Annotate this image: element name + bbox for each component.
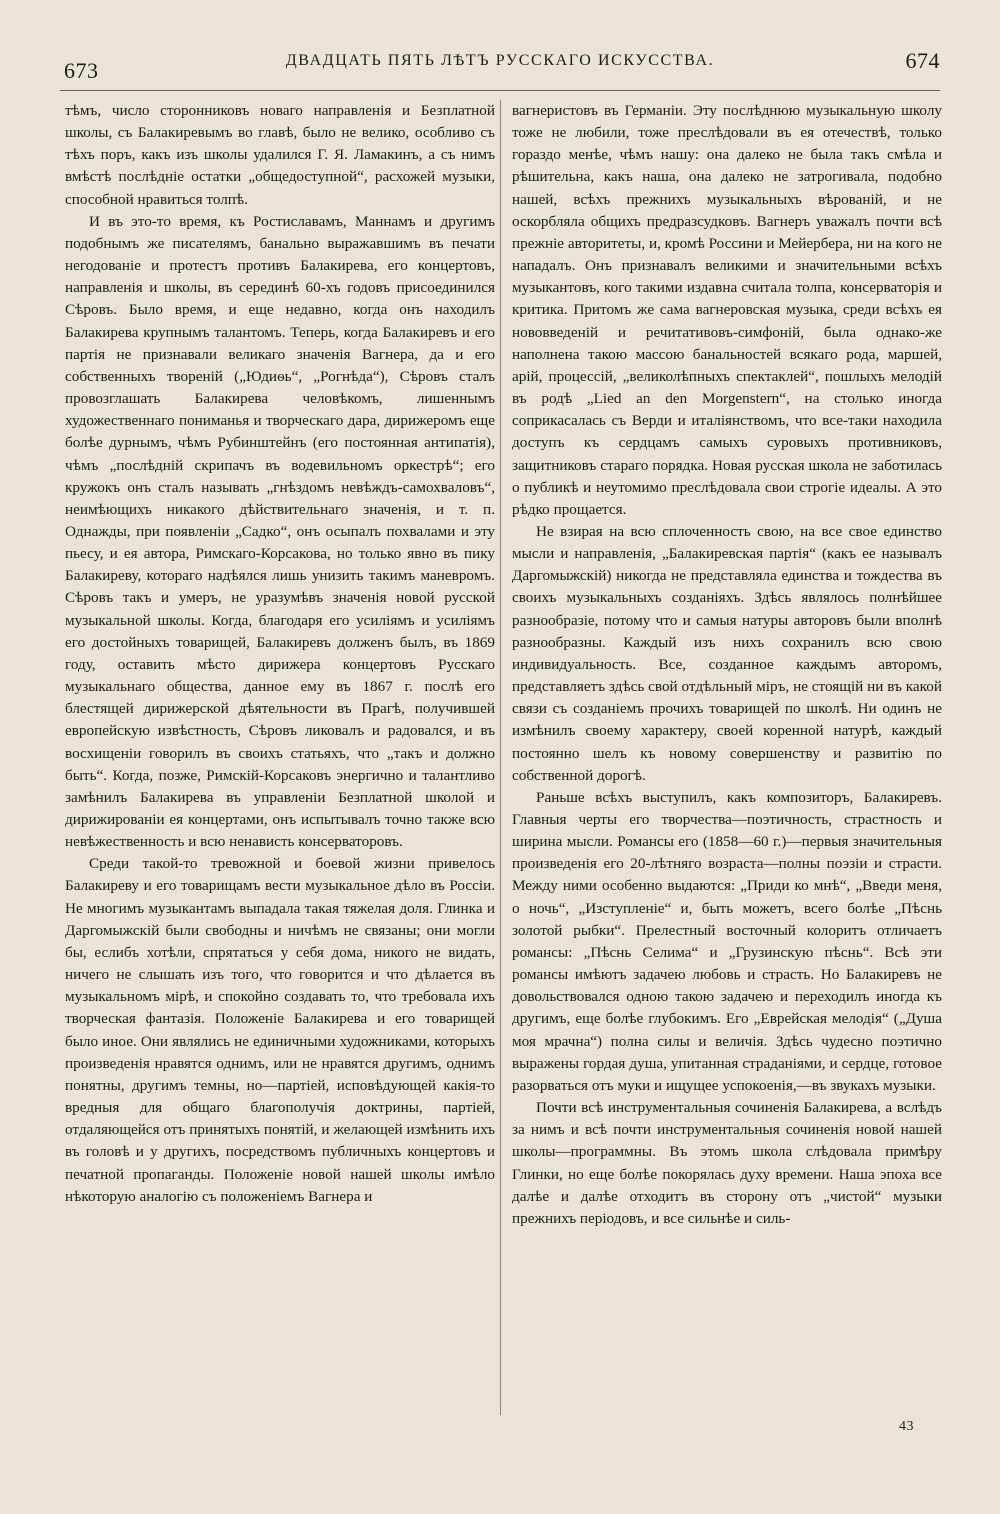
right-paragraph-4: Почти всѣ инструментальныя сочиненія Балакирева, а вслѣдъ за нимъ и всѣ почти инструментальныя сочиненія новой нашей школы—программны. Въ этомъ школа слѣдовала примѣру Глинки, но еще болѣе покорялась духу времени. Наша эпоха все далѣе и далѣе отходитъ въ сторону отъ „чистой“ музыки прежнихъ періодовъ, и все сильнѣе и силь- [512, 1099, 942, 1227]
left-paragraph-2: И въ это-то время, къ Ростиславамъ, Маннамъ и другимъ подобнымъ же писателямъ, банально выражавшимъ въ печати негодованіе и протестъ противъ Балакирева, его концертовъ, направленія и школы, въ серединѣ 60-хъ годовъ присоединился Сѣровъ. Было время, и еще недавно, когда онъ находилъ Балакирева крупнымъ талантомъ. Теперь, когда Балакиревъ и его партія не признавали великаго значенія Вагнера, да и его собственныхъ твореній („Юдиѳь“, „Рогнѣда“), Сѣровъ сталъ провозглашать Балакирева человѣкомъ, лишеннымъ художественнаго пониманья и творческаго дара, дирижеромъ еще болѣе дурнымъ, чѣмъ Рубинштейнъ (его постоянная антипатія), чѣмъ „послѣдній скрипачъ въ водевильномъ оркестрѣ“; его кружокъ онъ сталъ называть „гнѣздомъ невѣждъ-самохваловъ“, неимѣющихъ никакого дѣйствительнаго значенія, и т. п. Однажды, при появленіи „Садко“, онъ осыпалъ похвалами и эту пьесу, и ея автора, Римскаго-Корсакова, но только явно въ пику Балакиреву, котораго надѣялся лишь унизить такимъ маневромъ. Сѣровъ такъ и умеръ, не уразумѣвъ значенія новой русской музыкальной школы. Когда, благодаря его усиліямъ и усиліямъ его достойныхъ товарищей, Балакиревъ долженъ былъ, въ 1869 году, оставить мѣсто дирижера концертовъ Русскаго музыкальнаго общества, данное ему въ 1867 г. послѣ его блестящей дирижерской дѣятельности въ Прагѣ, получившей европейскую извѣстность, Сѣровъ ликовалъ и радовался, и въ восхищеніи говорилъ въ своихъ статьяхъ, что „такъ и должно быть“. Когда, позже, Римскій-Корсаковъ энергично и талантливо замѣнилъ Балакирева въ управленіи Безплатной школой и дирижированіи ея концертами, онъ испытывалъ точно также всю невѣжественность и всю ненависть консерваторовъ. [65, 212, 495, 851]
right-paragraph-2: Не взирая на всю сплоченность свою, на все свое единство мысли и направленія, „Балакиревская партія“ (какъ ее называлъ Даргомыжскій) никогда не представляла единства и тождества въ своихъ музыкальныхъ созданіяхъ. Здѣсь являлось полнѣйшее разнообразіе, потому что и самыя натуры авторовъ были вполнѣ разнообразны. Каждый изъ нихъ сохранилъ всю свою индивидуальность. Все, созданное каждымъ авторомъ, представляетъ здѣсь свой отдѣльный міръ, не стоящій ни въ какой связи съ созданіемъ прочихъ товарищей по школѣ. Ни одинъ не измѣнилъ своему характеру, своей коренной натурѣ, каждый постоянно шелъ къ новому совершенству и развитію по собственной дорогѣ. [512, 522, 942, 784]
running-title: ДВАДЦАТЬ ПЯТЬ ЛѢТЪ РУССКАГО ИСКУССТВА. [285, 52, 715, 69]
right-paragraph-1: вагнеристовъ въ Германіи. Эту послѣднюю музыкальную школу тоже не любили, тоже преслѣдовали въ ея отечествѣ, только гораздо менѣе, чѣмъ нашу: она далеко не была такъ смѣла и рѣшительна, какъ наша, она далеко не затрогивала, подобно нашей, всѣхъ прежнихъ музыкальныхъ вѣрованій, и не оскорбляла общихъ предразсудковъ. Вагнеръ уважалъ почти всѣ прежніе авторитеты, и, кромѣ Россини и Мейербера, ни на кого не нападалъ. Онъ признавалъ великими и значительными всѣхъ музыкантовъ, кого такими издавна считала толпа, консерваторія и критика. Притомъ же сама вагнеровская музыка, среди всѣхъ ея нововведеній и речитативовъ-симфоній, была однако-же наполнена такою массою банальностей всякаго рода, маршей, арій, процессій, „великолѣпныхъ спектаклей“, пошлыхъ мелодій въ родѣ „Lied an den Morgenstern“, на столько иногда соприкасалась съ Верди и италіянствомъ, что все-таки находила доступъ къ сердцамъ самыхъ суровыхъ противниковъ, защитниковъ стараго порядка. Новая русская школа не заботилась о публикѣ и неутомимо преслѣдовала свои строгіе идеалы. А это рѣдко прощается. [512, 102, 942, 518]
page-number-right: 674 [905, 48, 940, 73]
column-divider [500, 100, 501, 1415]
left-paragraph-3: Среди такой-то тревожной и боевой жизни привелось Балакиреву и его товарищамъ вести музыкальное дѣло въ Россіи. Не многимъ музыкантамъ выпадала такая тяжелая доля. Глинка и Даргомыжскій были свободны и ничѣмъ не связаны; они могли бы, еслибъ хотѣли, спрятаться у себя дома, никого не видать, ничего не слышать изъ того, что говорится и что дѣлается въ музыкальномъ мірѣ, и спокойно создавать то, что требовала ихъ творческая фантазія. Положеніе Балакирева и его товарищей было иное. Они являлись не единичными художниками, которыхъ произведенія нравятся однимъ, или не нравятся другимъ, однимъ понятны, другимъ темны, но—партіей, исповѣдующей какія-то вредныя для общаго благополучія доктрины, партіей, отдаляющейся отъ принятыхъ понятій, и желающей измѣнить ихъ въ головѣ и у другихъ, посредствомъ публичныхъ концертовъ и печатной пропаганды. Положеніе новой нашей школы имѣло нѣкоторую аналогію съ положеніемъ Вагнера и [65, 855, 495, 1205]
signature-mark: 43 [899, 1419, 914, 1434]
right-paragraph-3: Раньше всѣхъ выступилъ, какъ композиторъ, Балакиревъ. Главныя черты его творчества—поэтичность, страстность и ширина мысли. Романсы его (1858—60 г.)—первыя значительныя произведенія его 20-лѣтняго возраста—полны поэзіи и страсти. Между ними особенно выдаются: „Приди ко мнѣ“, „Введи меня, о ночь“, „Изступленіе“ и, быть можетъ, всего болѣе „Пѣснь золотой рыбки“. Прелестный восточный колоритъ отличаетъ романсы: „Пѣснь Селима“ и „Грузинскую пѣснь“. Всѣ эти романсы имѣютъ задачею любовь и страсть. Но Балакиревъ не довольствовался одною такою задачею и переходилъ иногда къ другимъ, еще болѣе глубокимъ. Его „Еврейская мелодія“ („Душа моя мрачна“) полна силы и величія. Здѣсь чудесно поэтично выражены гордая душа, упитанная страданіями, и сердце, готовое разорваться отъ муки и ищущее успокоенія,—въ звукахъ музыки. [512, 788, 942, 1094]
left-paragraph-1: тѣмъ, число сторонниковъ новаго направленія и Безплатной школы, съ Балакиревымъ во главѣ, было не велико, особливо съ тѣхъ поръ, какъ изъ школы удалился Г. Я. Ламакинъ, а съ нимъ вмѣстѣ послѣдніе остатки „общедоступной“, расхожей музыки, способной нравиться толпѣ. [65, 102, 495, 208]
page-number-left: 673 [64, 58, 99, 83]
right-column [512, 100, 942, 1230]
header-rule [60, 90, 940, 91]
left-column [65, 100, 495, 1208]
page-header [60, 44, 940, 84]
